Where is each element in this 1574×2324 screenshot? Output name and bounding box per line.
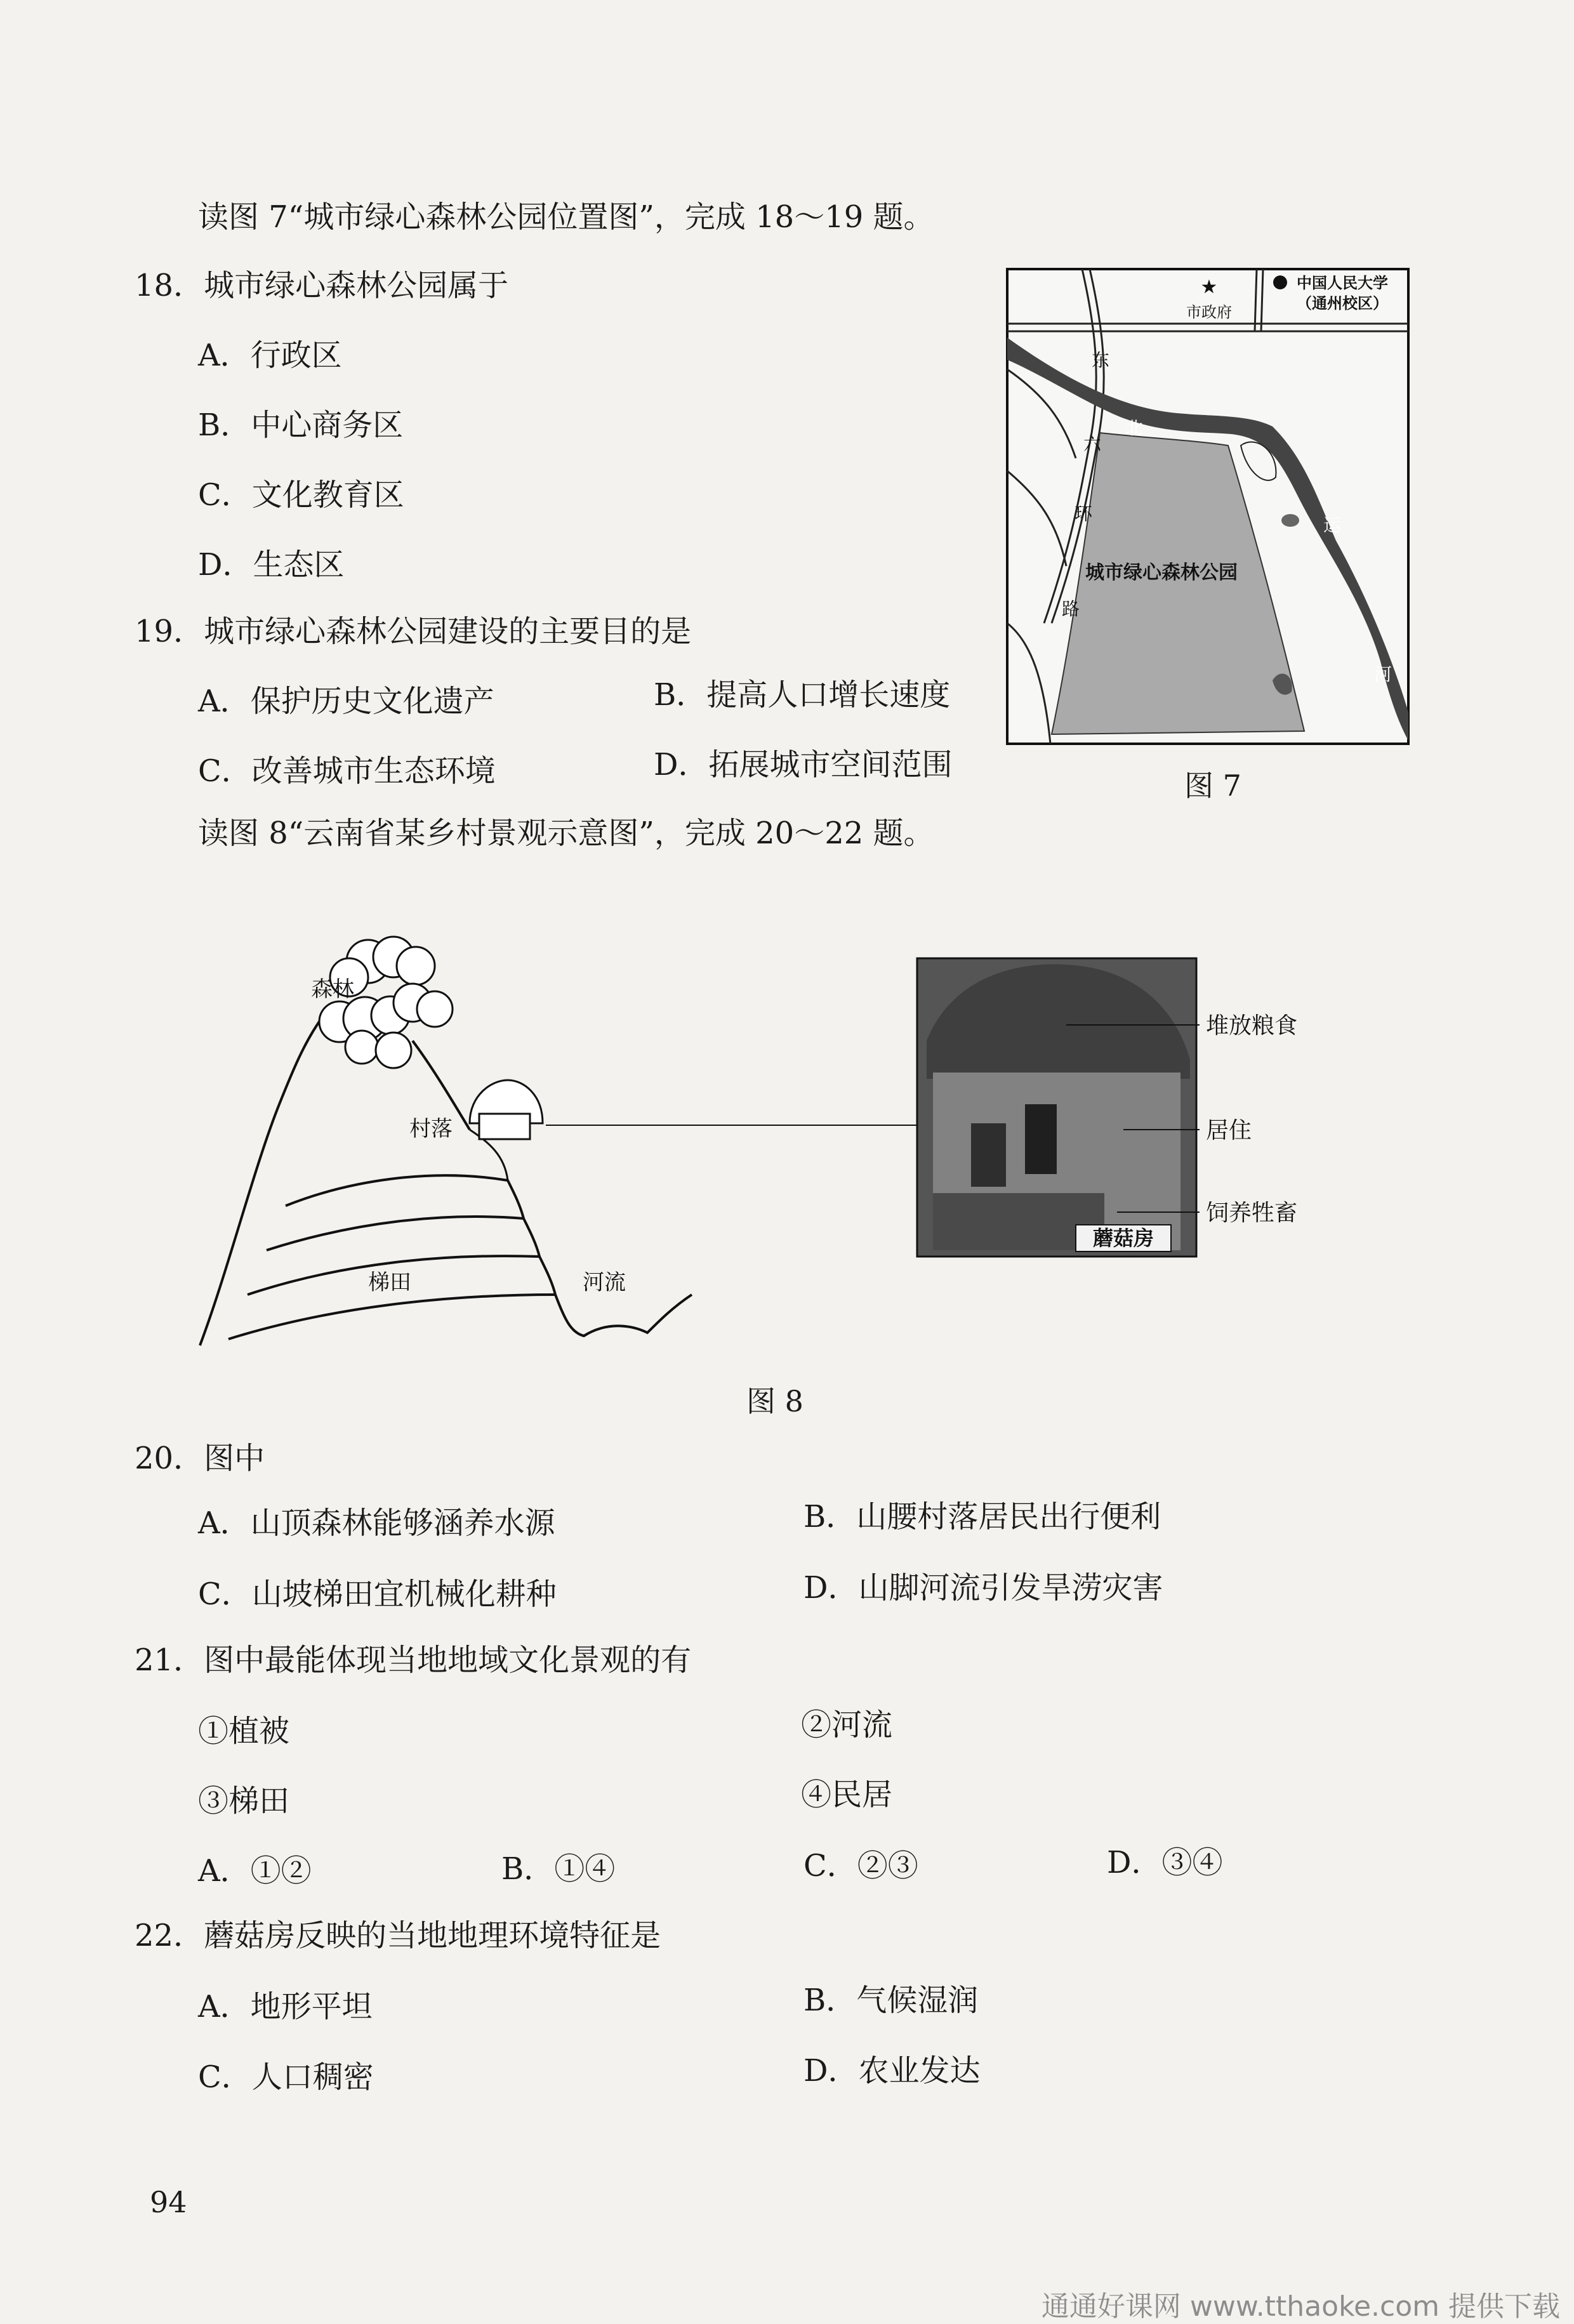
figure8-caption: 图 8 bbox=[746, 1384, 804, 1418]
q22-option-c: C．人口稠密 bbox=[198, 2059, 374, 2095]
q21-item-3: ③梯田 bbox=[198, 1783, 290, 1819]
q19-option-a: A．保护历史文化遗产 bbox=[198, 683, 494, 719]
village-label: 村落 bbox=[409, 1116, 453, 1142]
label-living: 居住 bbox=[1206, 1118, 1252, 1144]
q21-stem: 21．图中最能体现当地地域文化景观的有 bbox=[135, 1642, 692, 1678]
star-icon: ★ bbox=[1200, 276, 1218, 298]
door bbox=[1025, 1104, 1057, 1174]
q18-option-b: B．中心商务区 bbox=[198, 407, 404, 443]
q18-stem: 18．城市绿心森林公园属于 bbox=[135, 268, 509, 303]
river-char-3: 河 bbox=[1374, 664, 1392, 685]
label-livestock: 饲养牲畜 bbox=[1206, 1200, 1298, 1226]
q21-option-c: C．②③ bbox=[804, 1848, 918, 1884]
road-char-2: 六 bbox=[1083, 433, 1102, 454]
park-label: 城市绿心森林公园 bbox=[1085, 562, 1238, 584]
city-government-label: 市政府 bbox=[1186, 303, 1232, 321]
label-grain-storage: 堆放粮食 bbox=[1206, 1013, 1298, 1039]
university-label-line1: 中国人民大学 bbox=[1297, 274, 1388, 292]
river-char-1: 北 bbox=[1125, 418, 1144, 439]
q21-item-2: ②河流 bbox=[801, 1707, 893, 1743]
q19-stem: 19．城市绿心森林公园建设的主要目的是 bbox=[135, 614, 692, 649]
q20-option-c: C．山坡梯田宜机械化耕种 bbox=[198, 1576, 557, 1612]
terrace-label: 梯田 bbox=[368, 1270, 411, 1295]
figure7-caption: 图 7 bbox=[1184, 769, 1241, 803]
q21-option-a: A．①② bbox=[198, 1853, 312, 1889]
road-char-4: 路 bbox=[1062, 598, 1080, 619]
intro-figure8: 读图 8“云南省某乡村景观示意图”，完成 20～22 题。 bbox=[198, 815, 934, 851]
q22-option-a: A．地形平坦 bbox=[198, 1989, 373, 2024]
q18-option-c: C．文化教育区 bbox=[198, 477, 404, 513]
river-valley bbox=[555, 1295, 692, 1336]
q22-option-d: D．农业发达 bbox=[804, 2053, 981, 2089]
river-label: 河流 bbox=[583, 1270, 626, 1295]
q18-option-a: A．行政区 bbox=[198, 338, 342, 373]
q20-option-a: A．山顶森林能够涵养水源 bbox=[198, 1505, 555, 1541]
q18-option-d: D．生态区 bbox=[198, 547, 345, 583]
road-char-3: 环 bbox=[1075, 503, 1093, 524]
q21-option-d: D．③④ bbox=[1107, 1845, 1223, 1880]
road-char-1: 东 bbox=[1092, 350, 1110, 371]
q20-option-d: D．山脚河流引发旱涝灾害 bbox=[804, 1570, 1163, 1606]
page-number: 94 bbox=[150, 2185, 187, 2219]
q21-item-4: ④民居 bbox=[801, 1777, 893, 1812]
q19-option-b: B．提高人口增长速度 bbox=[654, 677, 951, 713]
intro-figure7: 读图 7“城市绿心森林公园位置图”，完成 18～19 题。 bbox=[198, 199, 934, 235]
q20-option-b: B．山腰村落居民出行便利 bbox=[804, 1499, 1161, 1535]
q21-option-b: B．①④ bbox=[501, 1851, 616, 1887]
mountain-outline bbox=[200, 1015, 324, 1345]
village-house bbox=[470, 1080, 543, 1139]
watermark: 通通好课网 www.tthaoke.com 提供下载 bbox=[1041, 2290, 1560, 2323]
river-char-2: 运 bbox=[1323, 515, 1342, 536]
university-label-line2: （通州校区） bbox=[1297, 294, 1388, 312]
q22-stem: 22．蘑菇房反映的当地地理环境特征是 bbox=[135, 1918, 661, 1953]
photo-label: 蘑菇房 bbox=[1092, 1226, 1154, 1250]
forest-label: 森林 bbox=[311, 977, 354, 1002]
figure8-illustration bbox=[190, 914, 1298, 1358]
q20-stem: 20．图中 bbox=[135, 1441, 265, 1476]
q22-option-b: B．气候湿润 bbox=[804, 1983, 979, 2018]
figure7-map bbox=[1006, 268, 1410, 745]
window bbox=[971, 1123, 1006, 1187]
forest-trees bbox=[319, 937, 453, 1068]
university-icon bbox=[1273, 275, 1287, 289]
q19-option-c: C．改善城市生态环境 bbox=[198, 753, 496, 789]
q21-item-1: ①植被 bbox=[198, 1713, 290, 1749]
q19-option-d: D．拓展城市空间范围 bbox=[654, 747, 953, 782]
